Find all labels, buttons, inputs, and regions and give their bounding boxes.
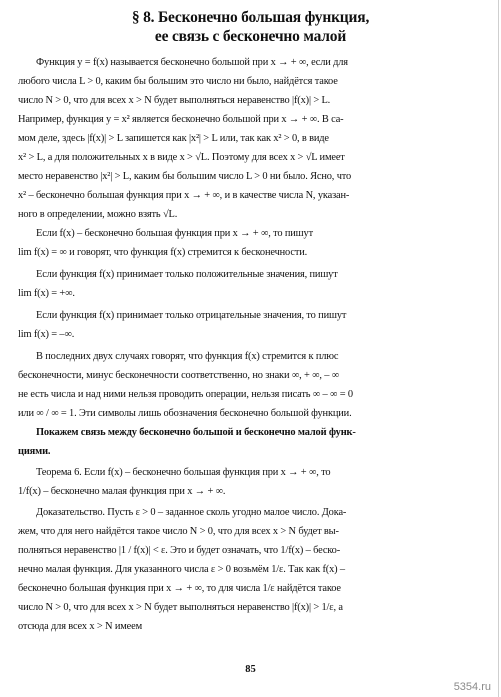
proof-line: жем, что для него найдётся такое число N > 0, что для всех x > N будет вы- [18,526,339,537]
section-title-line1: § 8. Бесконечно большая функция, [131,9,370,26]
text-line: не есть числа и над ними нельзя проводить операции, нельзя писать ∞ – ∞ = 0 [18,389,353,400]
text-line: мом деле, здесь |f(x)| > L запишется как |x²| > L или, так как x² > 0, в виде [18,133,329,144]
text-line: любого числа L > 0, каким бы большим это число ни было, найдётся такое [18,76,338,87]
text-line: x² > L, а для положительных x в виде x > √L. Поэтому для всех x > √L имеет [18,152,345,163]
page-number: 85 [245,664,256,675]
theorem-line: 1/f(x) – бесконечно малая функция при x → + ∞. [18,486,226,497]
text-line: lim f(x) = +∞. [18,288,75,299]
proof-line: Доказательство. Пусть ε > 0 – заданное сколь угодно малое число. Дока- [36,507,347,518]
text-line: Если f(x) – бесконечно большая функция при x → + ∞, то пишут [36,228,313,239]
text-line: Например, функция y = x² является бесконечно большой при x → + ∞. В са- [18,114,344,125]
proof-line: бесконечно большая функция при x → + ∞, то для числа 1/ε найдётся такое [18,583,341,594]
text-line: циями. [18,446,51,457]
text-line: бесконечности, минус бесконечности соответственно, но знаки ∞, + ∞, – ∞ [18,370,340,381]
text-line: x² – бесконечно большая функция при x → + ∞, и в качестве числа N, указан- [18,190,350,201]
text-line: В последних двух случаях говорят, что функция f(x) стремится к плюс [36,351,339,362]
text-line: lim f(x) = –∞. [18,329,75,340]
text-line: число N > 0, что для всех x > N будет выполняться неравенство |f(x)| > L. [18,95,331,106]
site-watermark: 5354.ru [453,681,491,693]
text-line: Если функция f(x) принимает только положительные значения, пишут [36,269,338,280]
theorem-line: Теорема 6. Если f(x) – бесконечно большая функция при x → + ∞, то [36,467,331,478]
proof-line: нечно малая функция. Для указанного числа ε > 0 возьмём 1/ε. Так как f(x) – [18,564,345,575]
text-line: или ∞ / ∞ = 1. Эти символы лишь обозначения бесконечно большой функции. [18,408,352,419]
proof-line: отсюда для всех x > N имеем [18,621,143,632]
proof-line: число N > 0, что для всех x > N будет выполняться неравенство |f(x)| > 1/ε, а [18,602,343,613]
text-line: Функция y = f(x) называется бесконечно большой при x → + ∞, если для [36,57,348,68]
section-title-line2: ее связь с бесконечно малой [154,28,347,45]
text-line: ного в определении, можно взять √L. [18,209,178,220]
text-line: lim f(x) = ∞ и говорят, что функция f(x) стремится к бесконечности. [18,247,308,258]
page-edge [498,0,499,697]
text-line: Если функция f(x) принимает только отрицательные значения, то пишут [36,310,347,321]
proof-line: полняться неравенство |1 / f(x)| < ε. Это и будет означать, что 1/f(x) – беско- [18,545,341,556]
text-line: место неравенство |x²| > L, каким бы большим число L > 0 ни было. Ясно, что [18,171,352,182]
text-line: Покажем связь между бесконечно большой и бесконечно малой функ- [36,427,356,438]
